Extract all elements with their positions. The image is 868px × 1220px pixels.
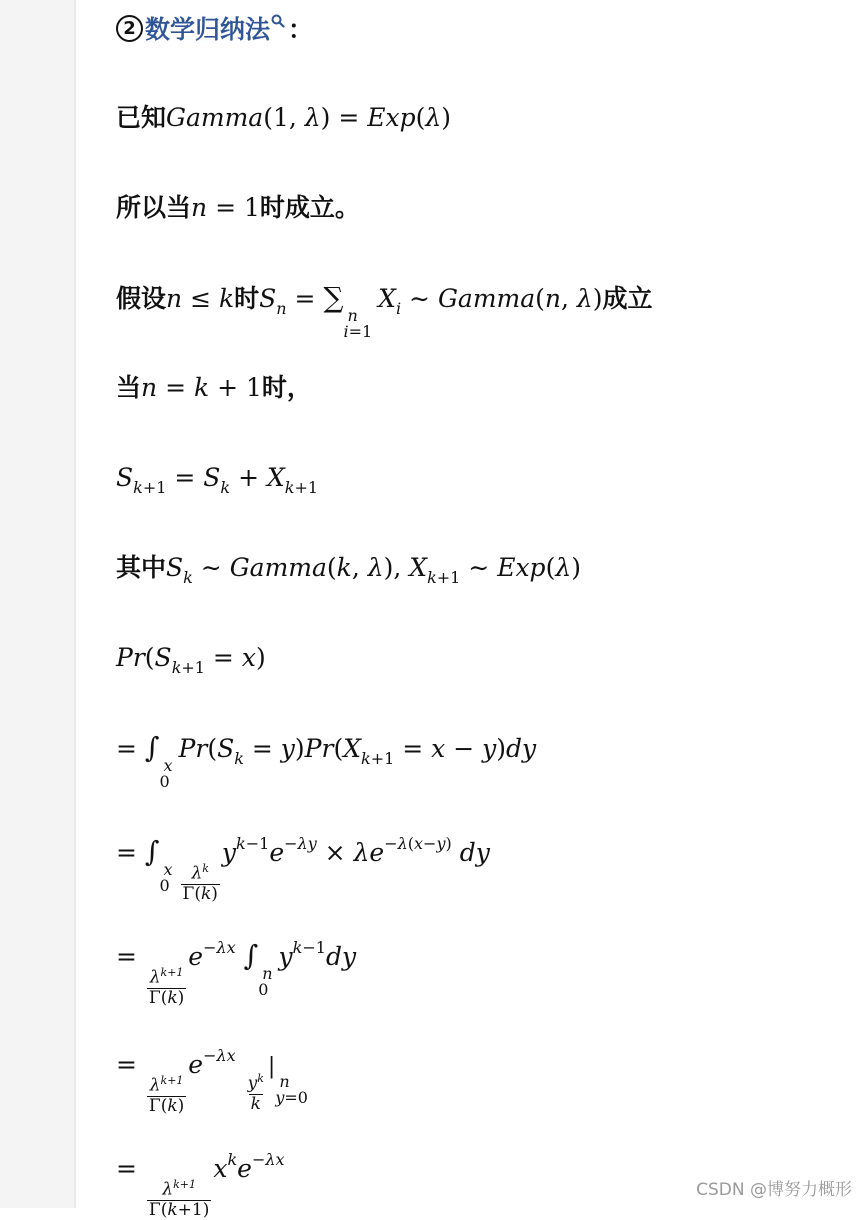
formula-line-9: = ∫ x 0 $\frac{\lambda^k}{\Gamma(k)}$ $y^{k-1}e^{-\lambda y} \times \lambda e^{-\lambda(x-y)}$ dy: [116, 834, 490, 904]
search-icon[interactable]: [271, 14, 285, 28]
formula-line-12: = $\frac{\lambda^{k+1}}{\Gamma(k+1)}$ $x^ke^{-\lambda x}$: [116, 1150, 285, 1220]
formula-line-4: 当n = k + 1时，: [116, 373, 312, 402]
formula-line-6: 其中$S_k$ ∼ Gamma(k, λ), $X_{k+1}$ ∼ Exp(λ): [116, 553, 581, 587]
formula-line-5: $S_{k+1} = S_k + X_{k+1}$: [116, 463, 319, 497]
heading-colon: ：: [288, 15, 314, 44]
formula-line-7: $Pr(S_{k+1} = x)$: [116, 643, 266, 677]
chinese-text: 假设: [116, 284, 167, 313]
formula-line-8: = ∫ x 0 $Pr(S_k = y)Pr(X_{k+1} = x - y)dy$: [116, 731, 537, 791]
circled-number: 2: [116, 15, 143, 42]
formula-line-11: = $\frac{\lambda^{k+1}}{\Gamma(k)}$ $e^{-\lambda x}$ $\frac{y^k}{k}$ | n y=0: [116, 1046, 308, 1116]
formula-line-2: 所以当n = 1时成立。: [116, 193, 360, 222]
chinese-text: 当: [116, 373, 142, 402]
chinese-text: 其中: [116, 553, 167, 582]
formula-line-1: 已知Gamma(1, λ) = Exp(λ): [116, 103, 451, 132]
chinese-text: 所以当: [116, 193, 192, 222]
chinese-text: 已知: [116, 103, 167, 132]
heading-link[interactable]: 数学归纳法: [145, 15, 271, 44]
chinese-text: 成立: [602, 284, 653, 313]
chinese-text: 时成立。: [259, 193, 360, 222]
formula-line-3: 假设n ≤ k时$S_n$ = ∑ n i=1 $X_i$ ∼ Gamma(n, λ)成立: [116, 281, 653, 341]
watermark: CSDN @博努力概形: [696, 1180, 852, 1200]
formula-line-10: = $\frac{\lambda^{k+1}}{\Gamma(k)}$ $e^{-\lambda x}$ ∫ n 0 $y^{k-1}dy$: [116, 938, 357, 1008]
chinese-text: 时，: [261, 373, 312, 402]
chinese-text: 时: [234, 284, 260, 313]
section-heading: [116, 8, 313, 48]
